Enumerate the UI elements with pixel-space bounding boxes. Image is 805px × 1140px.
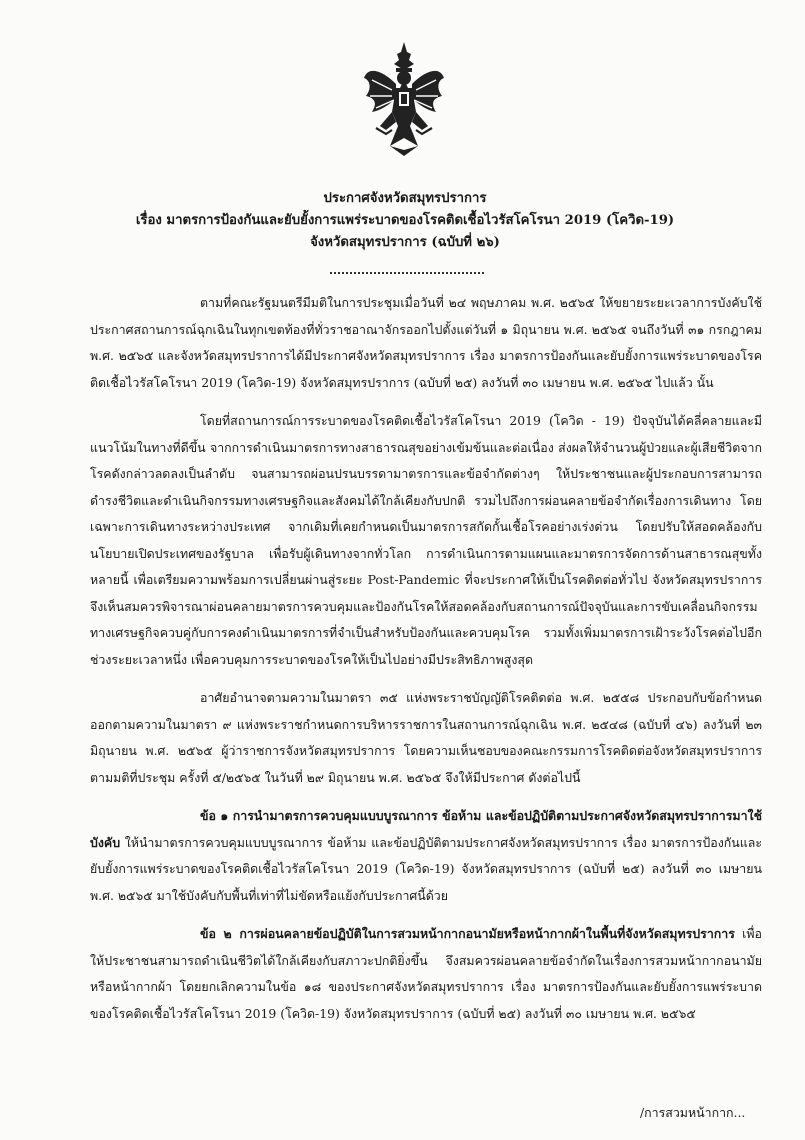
clause-2-text: เพื่อให้ประชาชนสามารถดำเนินชีวิตได้ใกล้เคียงกับสภาวะปกติยิ่งขึ้น จึงสมควรผ่อนคลายข้อจำกัดในเรื่องการสวมหน้ากากอนามัยหรือหน้ากากผ้า โดยยกเลิกความในข้อ ๑๘ ของประกาศจังหวัดสมุทรปราการ เรื่อง มาตรการป้องกันและยับยั้งการแพร่ระบาดของโรคติดเชื้อไวรัสโคโรนา 2019 (โควิด-19) จังหวัดสมุทรปราการ (ฉบับที่ ๒๕) ลงวันที่ ๓๐ เมษายน พ.ศ. ๒๕๖๕	[90, 926, 762, 1021]
clause-1-title: ข้อ ๑ การนำมาตรการควบคุมแบบบูรณาการ ข้อห้าม และข้อปฏิบัติตามประกาศจังหวัดสมุทรปราการมาใช้บังคับ	[90, 808, 762, 850]
dotted-divider	[330, 272, 484, 274]
heading-title: ประกาศจังหวัดสมุทรปราการ	[323, 191, 487, 206]
paragraph-background: ตามที่คณะรัฐมนตรีมีมติในการประชุมเมื่อวันที่ ๒๔ พฤษภาคม พ.ศ. ๒๕๖๕ ให้ขยายระยะเวลาการบังคับใช้ประกาศสถานการณ์ฉุกเฉินในทุกเขตท้องที่ทั่วราชอาณาจักรออกไปตั้งแต่วันที่ ๑ มิถุนายน พ.ศ. ๒๕๖๕ จนถึงวันที่ ๓๑ กรกฎาคม พ.ศ. ๒๕๖๕ และจังหวัดสมุทรปราการได้มีประกาศจังหวัดสมุทรปราการ เรื่อง มาตรการป้องกันและยับยั้งการแพร่ระบาดของโรคติดเชื้อไวรัสโคโรนา 2019 (โควิด-19) จังหวัดสมุทรปราการ (ฉบับที่ ๒๕) ลงวันที่ ๓๐ เมษายน พ.ศ. ๒๕๖๕ ไปแล้ว นั้น	[90, 295, 762, 390]
clause-1	[90, 803, 762, 909]
heading-province-issue: จังหวัดสมุทรปราการ (ฉบับที่ ๒๖)	[310, 235, 500, 250]
clause-2-title: ข้อ ๒ การผ่อนคลายข้อปฏิบัติในการสวมหน้ากากอนามัยหรือหน้ากากผ้าในพื้นที่จังหวัดสมุทรปราการ	[200, 926, 735, 941]
page-continuation: /การสวมหน้ากาก...	[640, 1105, 746, 1120]
paragraph-authority: อาศัยอำนาจตามความในมาตรา ๓๕ แห่งพระราชบัญญัติโรคติดต่อ พ.ศ. ๒๕๕๘ ประกอบกับข้อกำหนดออกตามความในมาตรา ๙ แห่งพระราชกำหนดการบริหารราชการในสถานการณ์ฉุกเฉิน พ.ศ. ๒๕๔๘ (ฉบับที่ ๔๖) ลงวันที่ ๒๓ มิถุนายน พ.ศ. ๒๕๖๕ ผู้ว่าราชการจังหวัดสมุทรปราการ โดยความเห็นชอบของคณะกรรมการโรคติดต่อจังหวัดสมุทรปราการ ตามมติที่ประชุม ครั้งที่ ๕/๒๕๖๕ ในวันที่ ๒๙ มิถุนายน พ.ศ. ๒๕๖๕ จึงให้มีประกาศ ดังต่อไปนี้	[90, 690, 762, 785]
document-heading	[60, 188, 750, 254]
clause-1-text: ให้นำมาตรการควบคุมแบบบูรณาการ ข้อห้าม และข้อปฏิบัติตามประกาศจังหวัดสมุทรปราการ เรื่อง มาตรการป้องกันและยับยั้งการแพร่ระบาดของโรคติดเชื้อไวรัสโคโรนา 2019 (โควิด-19) จังหวัดสมุทรปราการ (ฉบับที่ ๒๕) ลงวันที่ ๓๐ เมษายน พ.ศ. ๒๕๖๕ มาใช้บังคับกับพื้นที่เท่าที่ไม่ขัดหรือแย้งกับประกาศนี้ด้วย	[90, 834, 762, 903]
clause-2	[90, 921, 762, 1027]
garuda-emblem-icon	[362, 40, 446, 158]
document-body	[90, 290, 762, 1039]
heading-subject: เรื่อง มาตรการป้องกันและยับยั้งการแพร่ระบาดของโรคติดเชื้อไวรัสโคโรนา 2019 (โควิด-19)	[135, 213, 675, 228]
paragraph-situation: โดยที่สถานการณ์การระบาดของโรคติดเชื้อไวรัสโคโรนา 2019 (โควิด - 19) ปัจจุบันได้คลี่คลายและมีแนวโน้มในทางที่ดีขึ้น จากการดำเนินมาตรการทางสาธารณสุขอย่างเข้มข้นและต่อเนื่อง ส่งผลให้จำนวนผู้ป่วยและผู้เสียชีวิตจากโรคดังกล่าวลดลงเป็นลำดับ จนสามารถผ่อนปรนบรรดามาตรการและข้อจำกัดต่างๆ ให้ประชาชนและผู้ประกอบการสามารถดำรงชีวิตและดำเนินกิจกรรมทางเศรษฐกิจและสังคมได้ใกล้เคียงกับปกติ รวมไปถึงการผ่อนคลายข้อจำกัดเรื่องการเดินทาง โดยเฉพาะการเดินทางระหว่างประเทศ จากเดิมที่เคยกำหนดเป็นมาตรการสกัดกั้นเชื้อโรคอย่างเร่งด่วน โดยปรับให้สอดคล้องกับนโยบายเปิดประเทศของรัฐบาล เพื่อรับผู้เดินทางจากทั่วโลก การดำเนินการตามแผนและมาตรการจัดการด้านสาธารณสุขทั้งหลายนี้ เพื่อเตรียมความพร้อมการเปลี่ยนผ่านสู่ระยะ Post-Pandemic ที่จะประกาศให้เป็นโรคติดต่อทั่วไป จังหวัดสมุทรปราการจึงเห็นสมควรพิจารณาผ่อนคลายมาตรการควบคุมและป้องกันโรคให้สอดคล้องกับสถานการณ์ปัจจุบันและการขับเคลื่อนกิจกรรมทางเศรษฐกิจควบคู่กับการคงดำเนินมาตรการที่จำเป็นสำหรับป้องกันและควบคุมโรค รวมทั้งเพิ่มมาตรการเฝ้าระวังโรคต่อไปอีกช่วงระยะเวลาหนึ่ง เพื่อควบคุมการระบาดของโรคให้เป็นไปอย่างมีประสิทธิภาพสูงสุด	[90, 413, 762, 667]
